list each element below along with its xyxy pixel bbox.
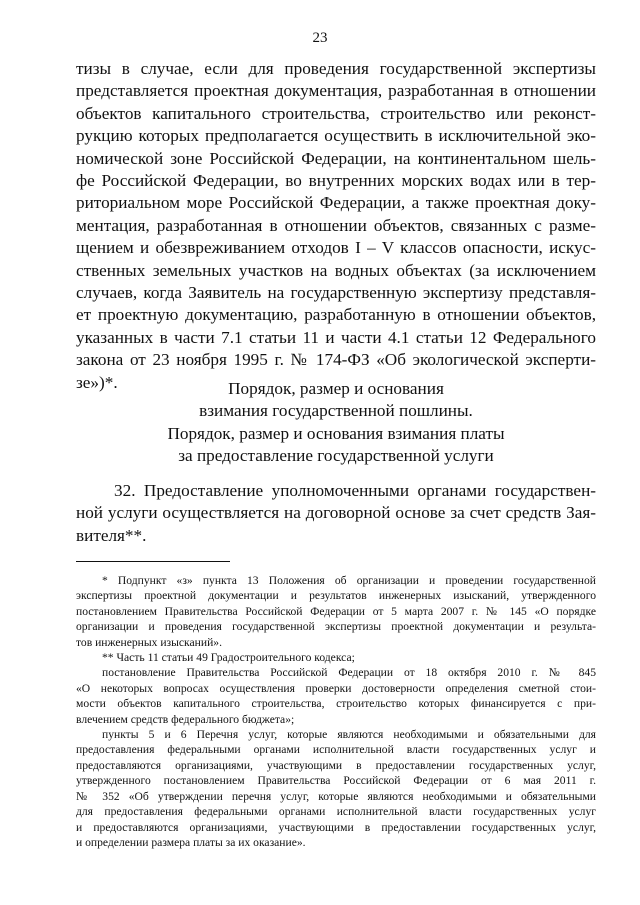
- footnote-line: экспертизы проектной документации и результатов инженерных изысканий, утвержденного: [76, 589, 596, 603]
- footnote-line: утвержденного постановлением Правительства Российской Федерации от 6 мая 2011 г.: [76, 774, 596, 788]
- body-line: фе Российской Федерации, во внутренних морских водах или в тер-: [76, 171, 596, 191]
- footnote-line: влечением средств федерального бюджета»;: [76, 712, 295, 726]
- paragraph-line: вителя**.: [76, 525, 147, 545]
- footnote-line: «О некоторых вопросах осуществления проверки достоверности определения сметной стои-: [76, 681, 596, 695]
- page-number: 23: [312, 30, 328, 46]
- body-line: зе»)*.: [76, 372, 118, 392]
- body-line: закона от 23 ноября 1995 г. № 174-ФЗ «Об экологической эксперти-: [76, 350, 596, 370]
- heading-line: взимания государственной пошлины.: [199, 401, 473, 421]
- footnote-line: * Подпункт «з» пункта 13 Положения об организации и проведении государственной: [102, 574, 596, 587]
- body-line: ет проектную документацию, разработанную в отношении объектов,: [76, 305, 596, 325]
- footnote-line: и предоставляются организациями, участвующими в предоставлении государственных услуг,: [76, 820, 596, 834]
- footnote-line: для предоставления федеральными органами исполнительной власти государственных услуг: [76, 805, 596, 819]
- footnote-line: организации и проведения государственной экспертизы проектной документации и результа-: [76, 620, 596, 634]
- heading-line: Порядок, размер и основания: [228, 379, 444, 398]
- footnote-line: предоставления федеральными органами исполнительной власти государственных услуг и: [76, 743, 596, 757]
- body-line: представляется проектная документация, разработанная в отношении: [76, 81, 596, 101]
- body-paragraph: [76, 58, 596, 394]
- footnote-line: ** Часть 11 статьи 49 Градостроительного кодекса;: [102, 651, 355, 665]
- body-line: тизы в случае, если для проведения государственной экспертизы: [76, 59, 596, 78]
- footnote-line: и определении размера платы за их оказание».: [76, 835, 306, 849]
- section-heading: [76, 378, 596, 468]
- footnote-line: постановление Правительства Российской Федерации от 18 октября 2010 г. № 845: [102, 666, 596, 680]
- body-line: случаев, когда Заявитель на государственную экспертизу представля-: [76, 283, 596, 303]
- body-line: ментация, разработанная в отношении объектов, связанных с разме-: [76, 215, 596, 235]
- heading-line: Порядок, размер и основания взимания платы: [167, 423, 505, 443]
- body-line: ственных земельных участков на водных объектах (за исключением: [76, 260, 596, 280]
- body-line: щением и обезвреживанием отходов I – V классов опасности, искус-: [76, 238, 596, 258]
- body-line: объектов капитального строительства, строительство или реконст-: [76, 103, 596, 123]
- footnote-divider: [76, 561, 230, 562]
- body-line: указанных в части 7.1 статьи 11 и части 4.1 статьи 12 Федерального: [76, 327, 596, 347]
- footnote-line: мости объектов капитального строительства, строительство которых финансируется с при-: [76, 697, 596, 711]
- footnote-line: пункты 5 и 6 Перечня услуг, которые являются необходимыми и обязательными для: [102, 728, 596, 742]
- footnote-line: тов инженерных изысканий».: [76, 635, 222, 649]
- footnote-line: постановлением Правительства Российской Федерации от 5 марта 2007 г. № 145 «О порядке: [76, 604, 596, 618]
- paragraph-line: 32. Предоставление уполномоченными органами государствен-: [114, 481, 596, 500]
- heading-line: за предоставление государственной услуги: [178, 446, 494, 466]
- footnotes: [76, 573, 596, 850]
- body-line: риториальном море Российской Федерации, а также проектная доку-: [76, 193, 596, 213]
- footnote-line: предоставляются организациями, участвующими в предоставлении государственных услуг,: [76, 758, 596, 772]
- body-line: номической зоне Российской Федерации, на континентальном шель-: [76, 148, 596, 168]
- footnote-line: № 352 «Об утверждении перечня услуг, которые являются необходимыми и обязательными: [76, 789, 596, 803]
- paragraph-32: [76, 480, 596, 547]
- paragraph-line: ной услуги осуществляется на договорной основе за счет средств Зая-: [76, 503, 596, 523]
- body-line: рукцию которых предполагается осуществить в исключительной эко-: [76, 126, 596, 146]
